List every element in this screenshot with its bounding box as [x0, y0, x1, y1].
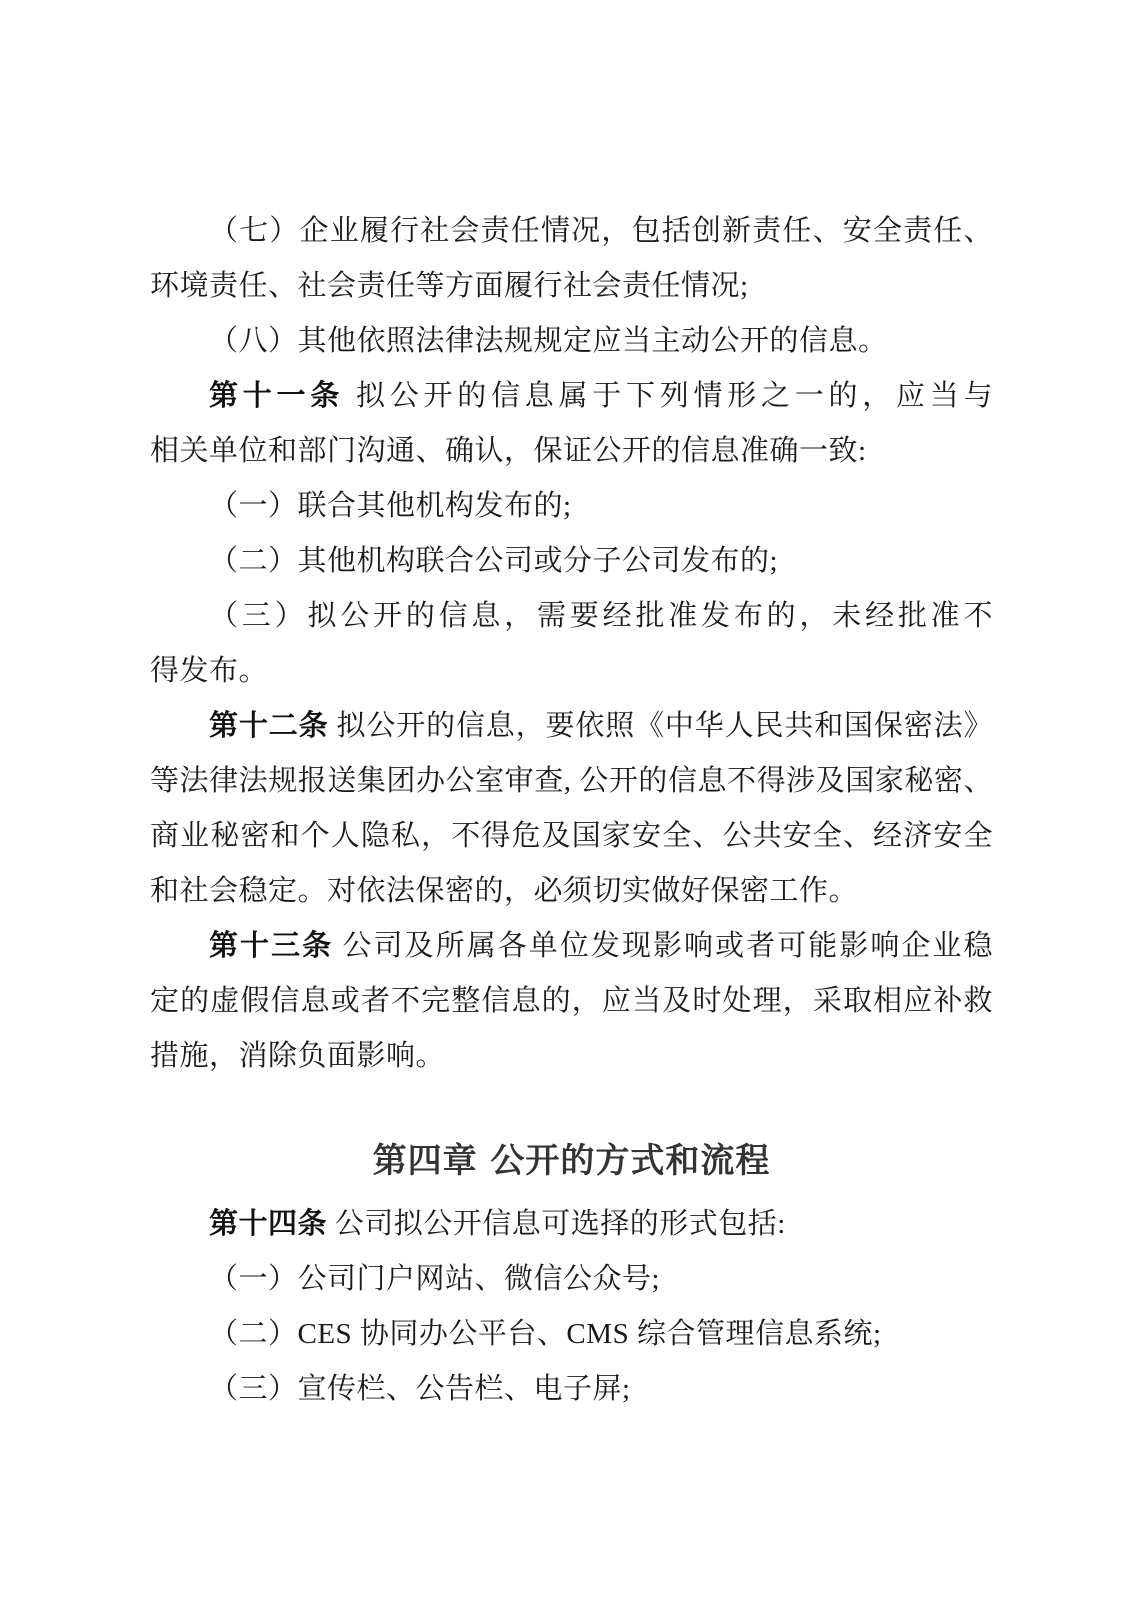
line-text: （一）联合其他机构发布的;: [209, 490, 572, 522]
line-text: 环境责任、社会责任等方面履行社会责任情况;: [150, 270, 749, 302]
line-text: （七）企业履行社会责任情况，包括创新责任、安全责任、: [209, 215, 993, 247]
paragraph-line: [150, 1029, 993, 1084]
line-text: 措施，消除负面影响。: [150, 1040, 446, 1072]
chapter-heading: 第四章 公开的方式和流程: [372, 1141, 771, 1181]
line-text: 定的虚假信息或者不完整信息的，应当及时处理，采取相应补救: [150, 985, 993, 1017]
paragraph-line: [150, 864, 993, 919]
article-number-label: 第十一条: [209, 380, 344, 412]
paragraph-line: [150, 1197, 993, 1252]
line-text: 相关单位和部门沟通、确认，保证公开的信息准确一致:: [150, 435, 867, 467]
paragraph-line: [150, 1252, 993, 1307]
line-text: （八）其他依照法律法规规定应当主动公开的信息。: [209, 325, 888, 357]
paragraph-line: [150, 589, 993, 644]
document-text-block: [150, 204, 993, 1417]
line-text: （三）拟公开的信息，需要经批准发布的，未经批准不: [209, 600, 993, 632]
paragraph-line: [150, 809, 993, 864]
line-text: 拟公开的信息，要依照《中华人民共和国保密法》: [328, 710, 993, 742]
paragraph-line: [150, 534, 993, 589]
line-text: （二）CES 协同办公平台、CMS 综合管理信息系统;: [209, 1318, 882, 1350]
paragraph-line: [150, 424, 993, 479]
paragraph-line: [150, 369, 993, 424]
line-text: （二）其他机构联合公司或分子公司发布的;: [209, 545, 779, 577]
line-text: 商业秘密和个人隐私，不得危及国家安全、公共安全、经济安全: [150, 820, 993, 852]
article-number-label: 第十四条: [209, 1208, 328, 1240]
paragraph-line: [150, 644, 993, 699]
article-number-label: 第十二条: [209, 710, 329, 742]
paragraph-line: [150, 754, 993, 809]
line-text: 公司拟公开信息可选择的形式包括:: [327, 1208, 786, 1240]
paragraph-line: [150, 1307, 993, 1362]
line-text: 得发布。: [150, 655, 269, 687]
paragraph-line: [150, 204, 993, 259]
paragraph-line: [150, 314, 993, 369]
paragraph-line: [150, 479, 993, 534]
line-text: 等法律法规报送集团办公室审查, 公开的信息不得涉及国家秘密、: [150, 765, 993, 797]
paragraph-line: [150, 919, 993, 974]
paragraph-line: [150, 1362, 993, 1417]
line-text: 和社会稳定。对依法保密的，必须切实做好保密工作。: [150, 875, 859, 907]
line-text: （三）宣传栏、公告栏、电子屏;: [209, 1373, 631, 1405]
line-text: 拟公开的信息属于下列情形之一的，应当与: [344, 380, 993, 412]
article-number-label: 第十三条: [209, 930, 334, 962]
paragraph-line: [150, 699, 993, 754]
line-text: （一）公司门户网站、微信公众号;: [209, 1263, 661, 1295]
paragraph-line: [150, 974, 993, 1029]
line-text: 公司及所属各单位发现影响或者可能影响企业稳: [333, 930, 993, 962]
paragraph-line: [150, 259, 993, 314]
